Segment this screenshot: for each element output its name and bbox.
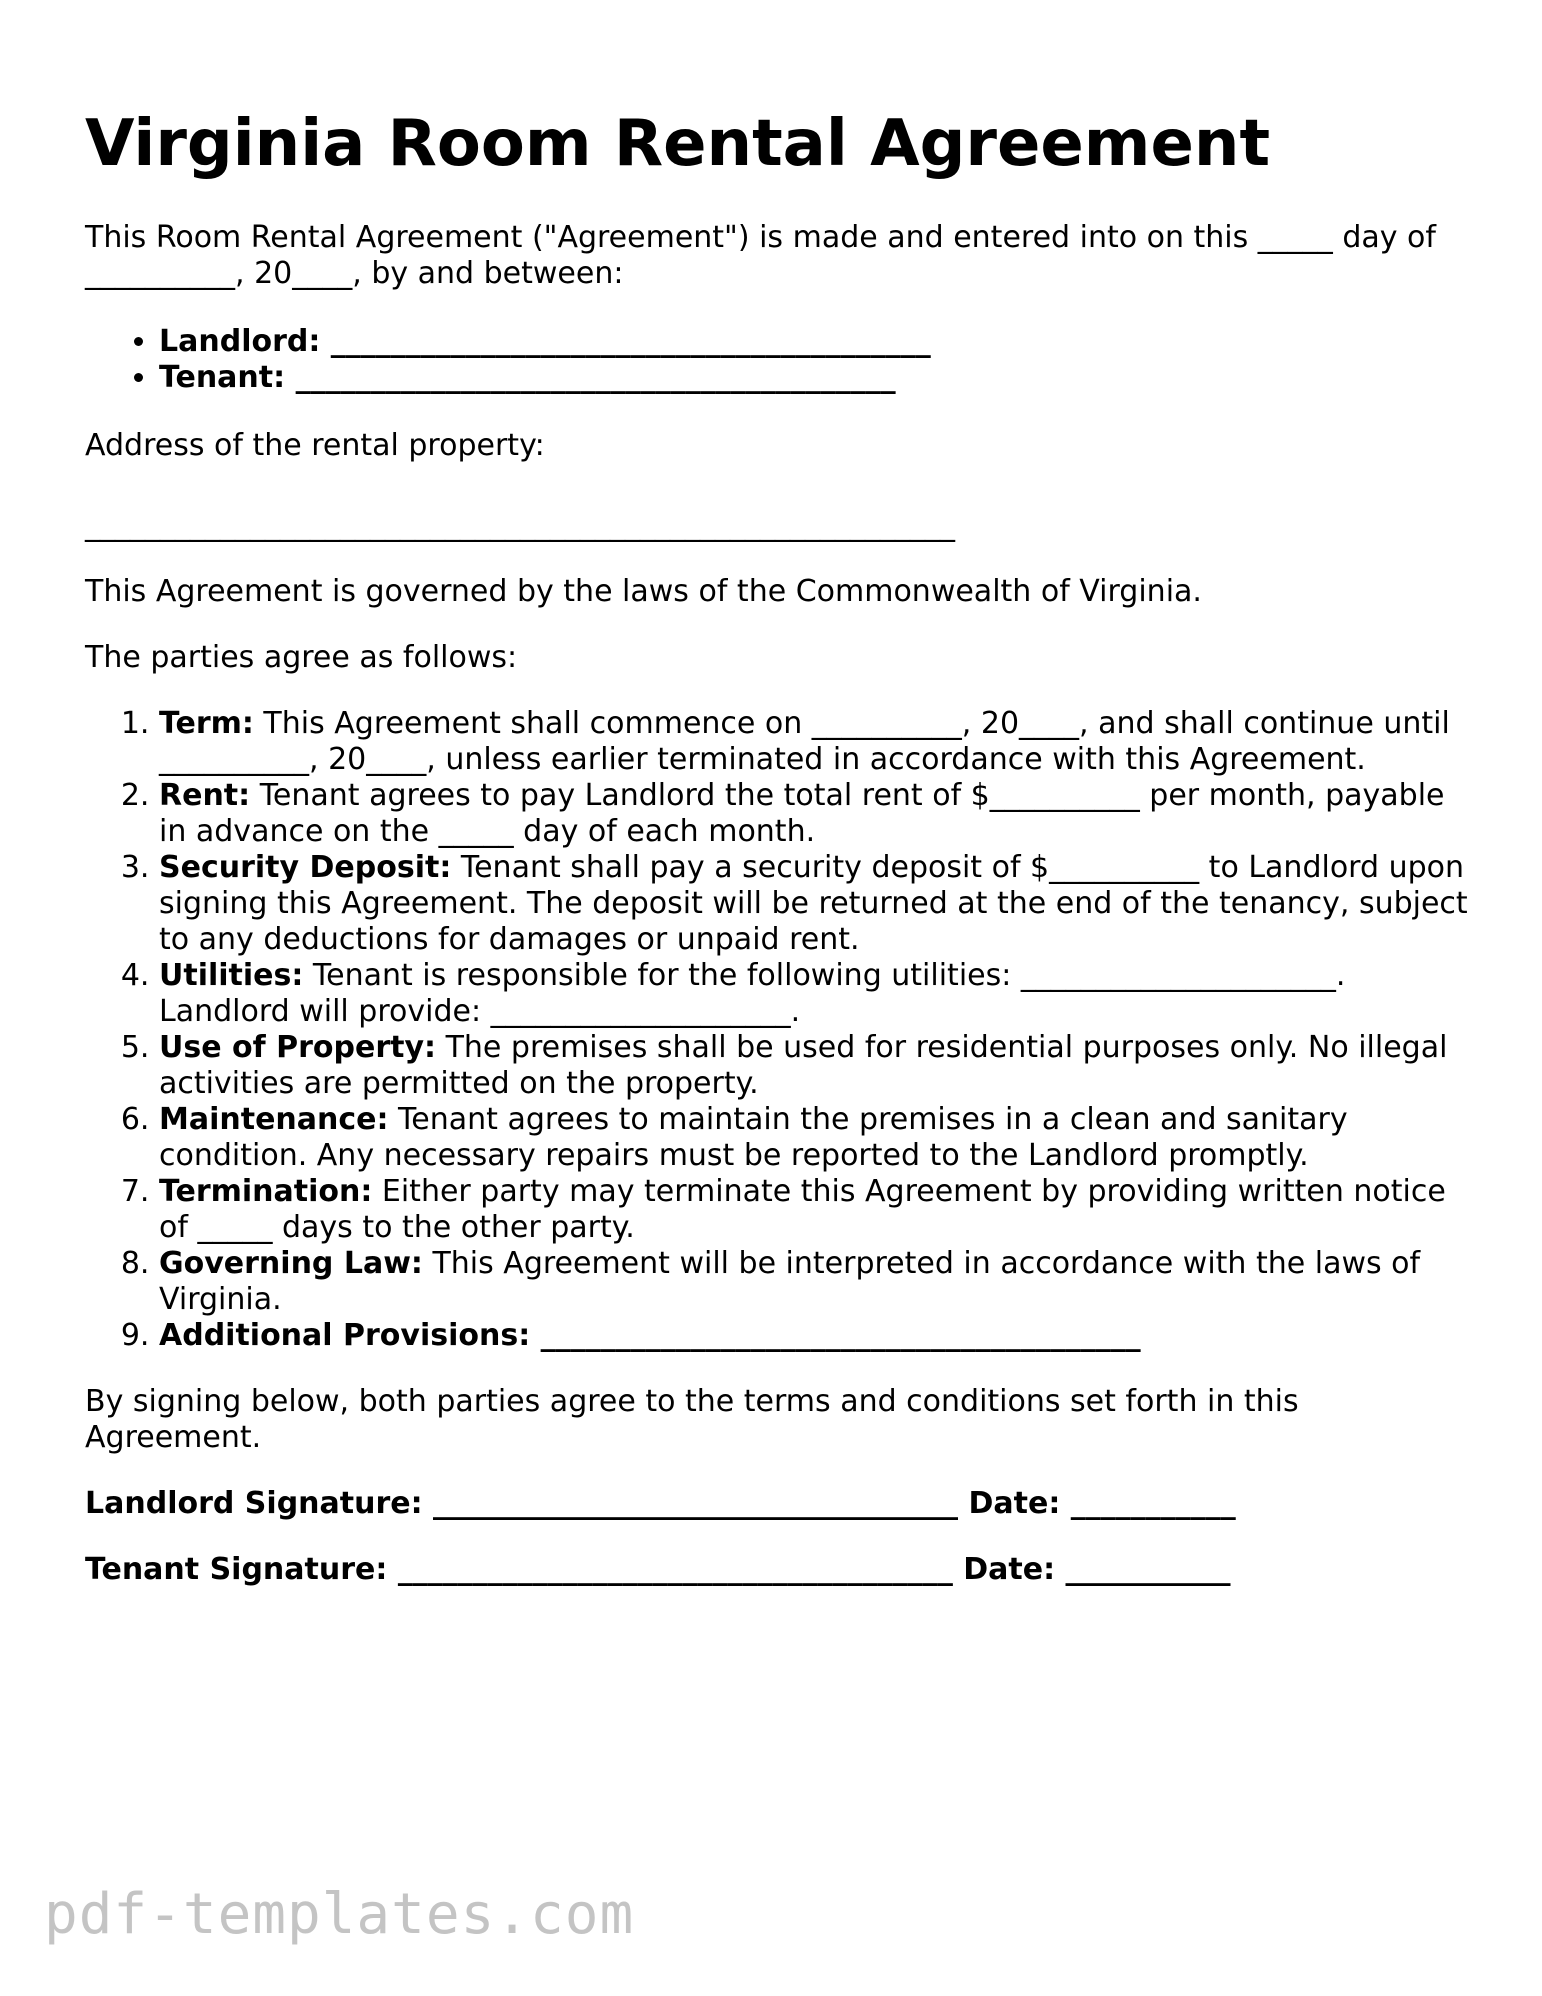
landlord-signature-line: Landlord Signature: ___________________________________ Date: ___________ xyxy=(85,1486,1236,1521)
term-item xyxy=(159,850,1475,958)
term-label: Termination: xyxy=(159,1174,373,1209)
party-landlord xyxy=(159,324,1475,360)
closing-paragraph: By signing below, both parties agree to the terms and conditions set forth in this Agreement. xyxy=(85,1384,1299,1455)
agree-statement: The parties agree as follows: xyxy=(85,640,518,675)
term-text: Tenant agrees to maintain the premises in a clean and sanitary condition. Any necessary repairs must be reported to the Landlord promptly. xyxy=(159,1102,1348,1173)
document-body xyxy=(85,220,1475,1618)
term-label: Term: xyxy=(159,706,254,741)
term-item xyxy=(159,1174,1475,1246)
term-text: Tenant agrees to pay Landlord the total rent of $__________ per month, payable in advance on the _____ day of each month. xyxy=(159,778,1445,849)
term-text: The premises shall be used for residential purposes only. No illegal activities are permitted on the property. xyxy=(159,1030,1448,1101)
term-label: Maintenance: xyxy=(159,1102,389,1137)
term-label: Rent: xyxy=(159,778,251,813)
document-title: Virginia Room Rental Agreement xyxy=(85,107,1271,181)
term-text: Either party may terminate this Agreement by providing written notice of _____ days to the other party. xyxy=(159,1174,1446,1245)
party-blank: ________________________________________ xyxy=(285,360,896,395)
term-item xyxy=(159,1318,1475,1354)
governing-statement: This Agreement is governed by the laws of the Commonwealth of Virginia. xyxy=(85,574,1202,609)
term-label: Governing Law: xyxy=(159,1246,423,1281)
address-blank: __________________________________________________________ xyxy=(85,508,955,543)
term-item xyxy=(159,706,1475,778)
term-item xyxy=(159,778,1475,850)
watermark: pdf-templates.com xyxy=(44,1882,635,1947)
term-label: Security Deposit: xyxy=(159,850,452,885)
address-label: Address of the rental property: xyxy=(85,428,545,463)
term-text: This Agreement shall commence on __________, 20____, and shall continue until __________, 20____, unless earlier terminated in accordance with this Agreement. xyxy=(159,706,1450,777)
tenant-signature-line: Tenant Signature: _____________________________________ Date: ___________ xyxy=(85,1552,1231,1587)
term-text: Tenant is responsible for the following utilities: _____________________. Landlord will provide: ____________________. xyxy=(159,958,1346,1029)
party-blank: ________________________________________ xyxy=(320,324,931,359)
party-label: Tenant: xyxy=(159,360,286,395)
term-text: Tenant shall pay a security deposit of $__________ to Landlord upon signing this Agreement. The deposit will be returned at the end of the tenancy, subject to any deductions for damages or unpaid rent. xyxy=(159,850,1468,957)
term-label: Use of Property: xyxy=(159,1030,437,1065)
party-label: Landlord: xyxy=(159,324,321,359)
intro-paragraph: This Room Rental Agreement ("Agreement") is made and entered into on this _____ day of __________, 20____, by and between: xyxy=(85,220,1436,291)
term-item xyxy=(159,1246,1475,1318)
term-label: Additional Provisions: xyxy=(159,1318,531,1353)
parties-list xyxy=(85,324,1475,396)
term-item xyxy=(159,958,1475,1030)
term-item xyxy=(159,1030,1475,1102)
term-label: Utilities: xyxy=(159,958,304,993)
term-text: This Agreement will be interpreted in accordance with the laws of Virginia. xyxy=(159,1246,1421,1317)
party-tenant xyxy=(159,360,1475,396)
term-text: ________________________________________ xyxy=(530,1318,1141,1353)
terms-list xyxy=(85,706,1475,1354)
term-item xyxy=(159,1102,1475,1174)
